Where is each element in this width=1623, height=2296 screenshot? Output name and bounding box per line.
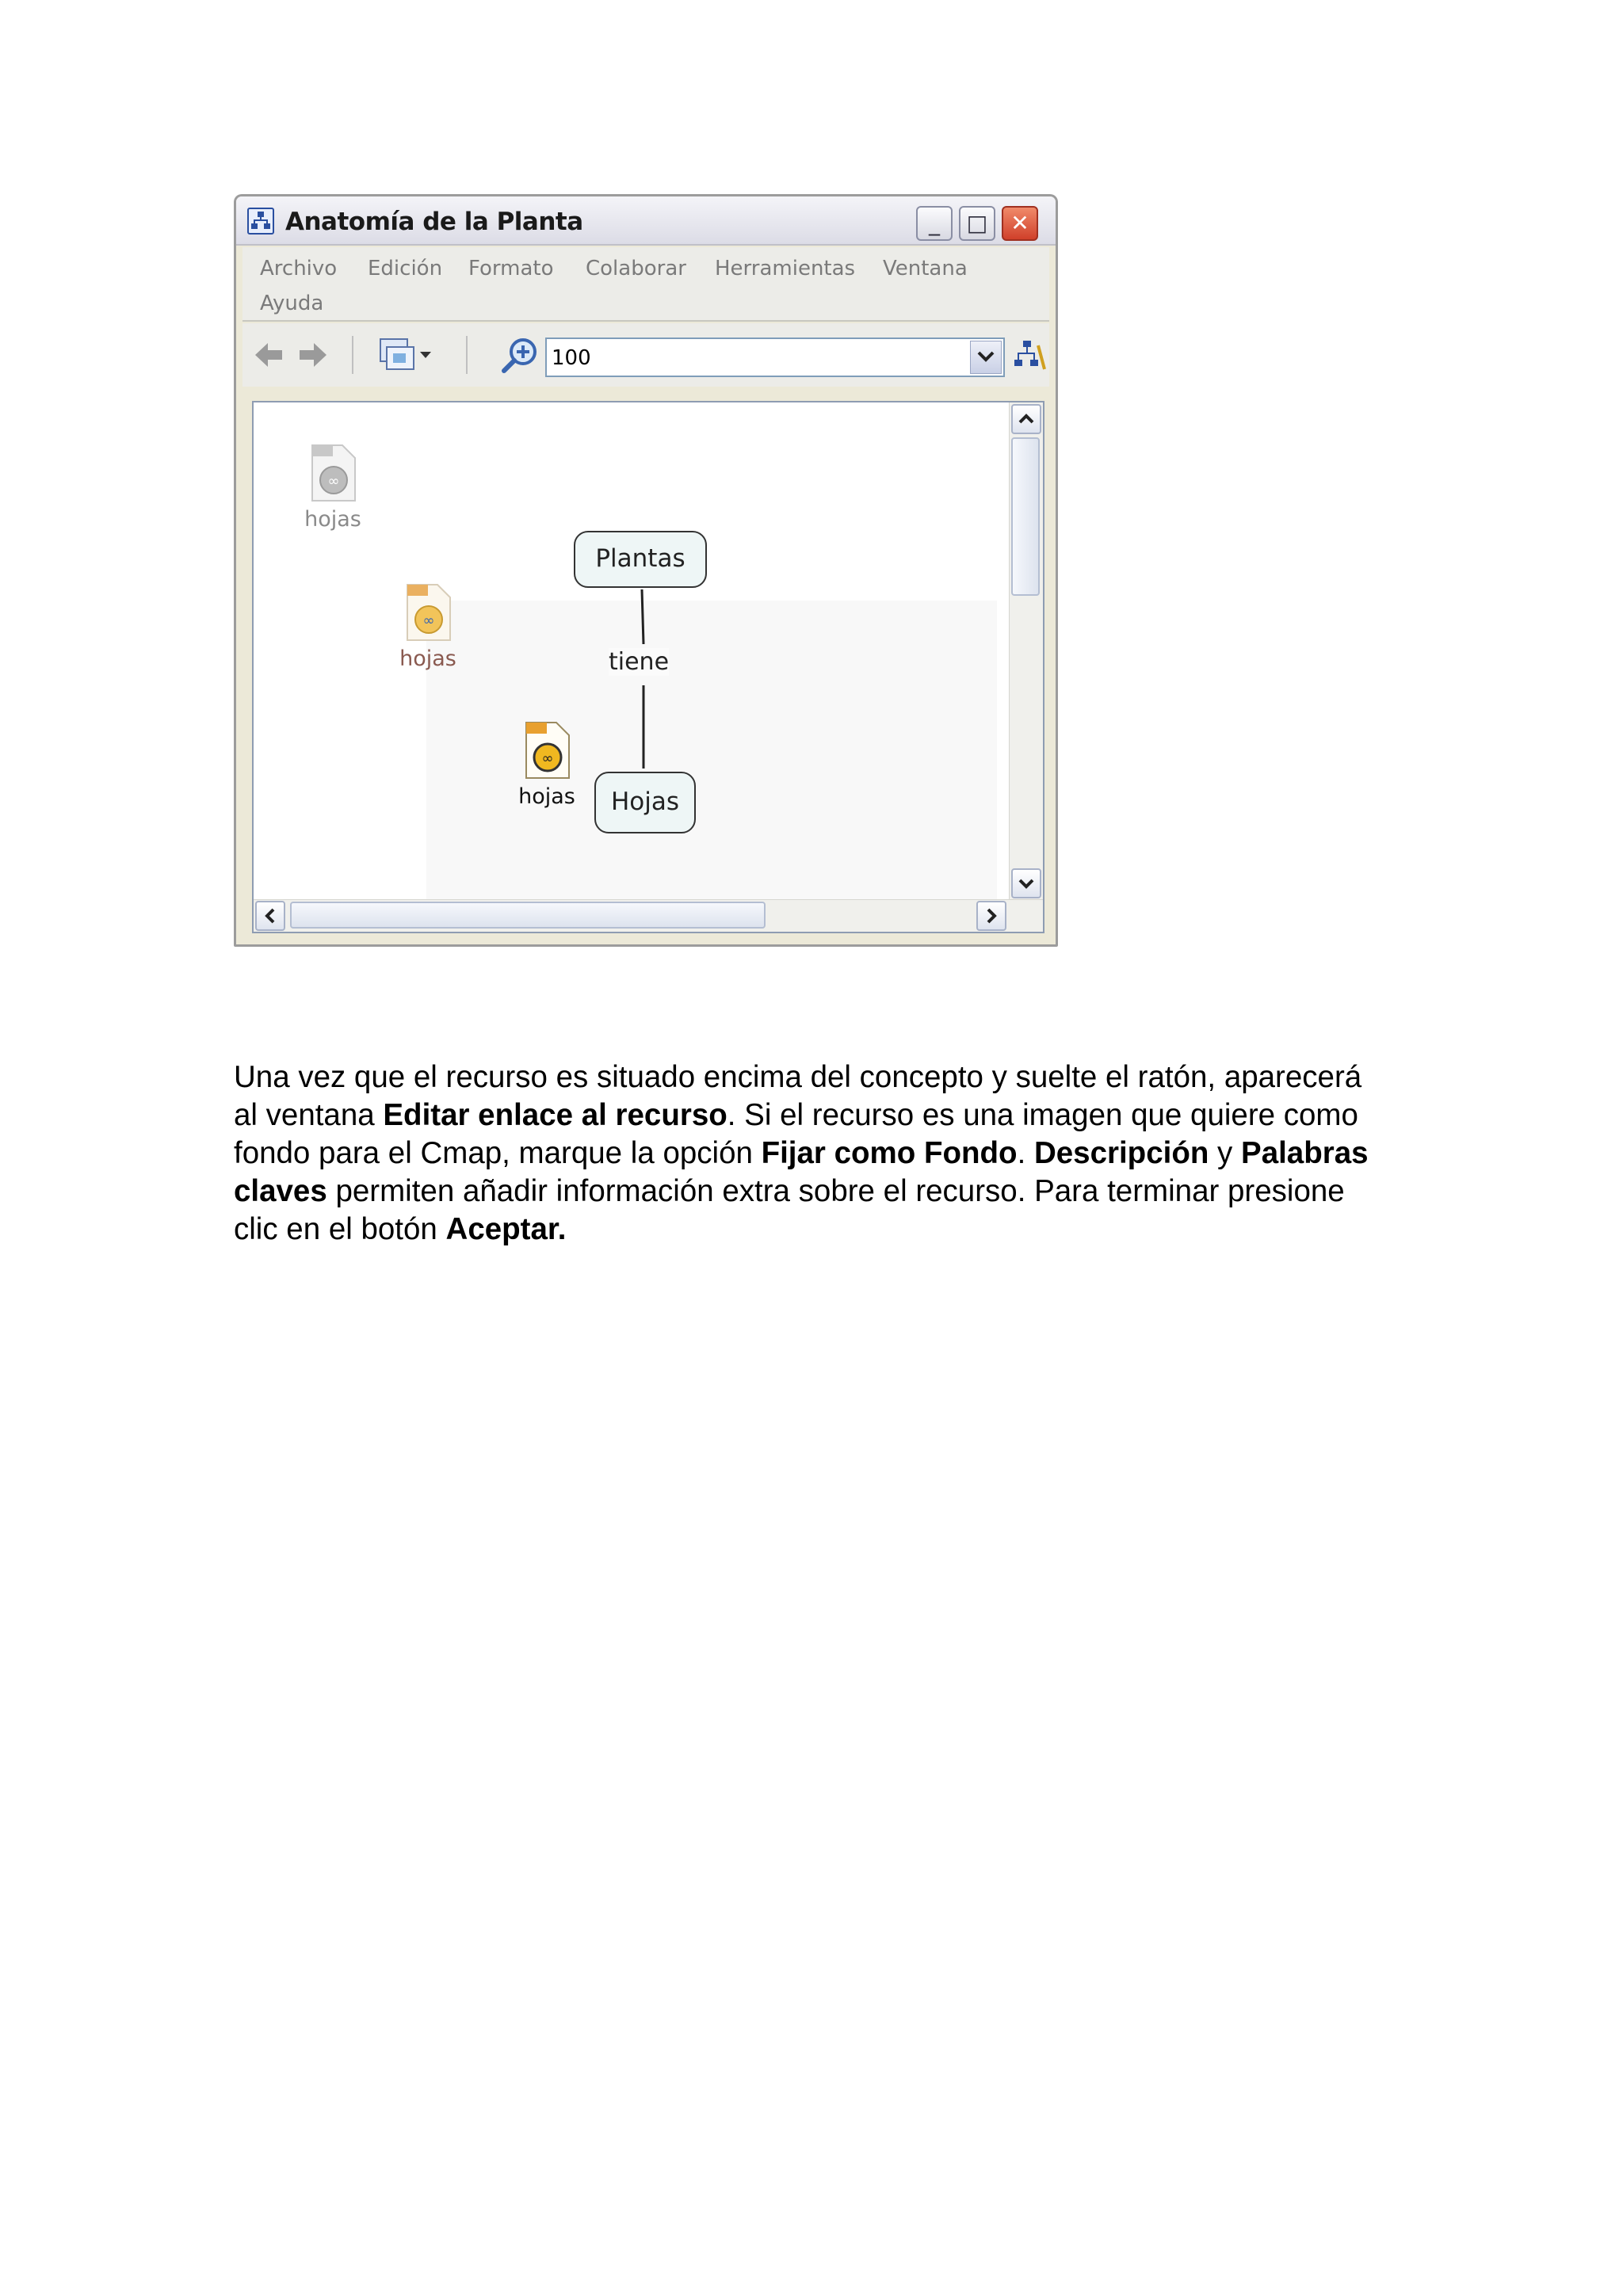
bold-editar-enlace: Editar enlace al recurso [383,1098,727,1132]
scroll-down-button[interactable] [1011,868,1041,898]
chevron-left-icon [257,902,284,929]
scroll-right-button[interactable] [976,901,1006,931]
menu-colaborar[interactable]: Colaborar [586,257,686,280]
title-bar[interactable] [236,196,1056,246]
toolbar [242,323,1049,387]
chevron-up-icon [1013,406,1040,433]
menu-herramientas[interactable]: Herramientas [715,257,856,280]
concept-hojas[interactable]: Hojas [594,772,696,833]
toolbar-separator [466,336,468,374]
vertical-scroll-thumb[interactable] [1011,437,1040,596]
resource-item[interactable] [293,444,372,532]
concept-plantas[interactable]: Plantas [574,531,707,588]
bold-fijar-fondo: Fijar como Fondo [761,1136,1018,1170]
resource-label: hojas [399,646,456,671]
svg-text:∞: ∞ [541,750,554,767]
text-segment: y [1209,1136,1242,1170]
cmap-app-icon [247,208,274,235]
svg-text:∞: ∞ [422,612,435,629]
horizontal-scroll-thumb[interactable] [290,902,766,929]
scroll-left-button[interactable] [255,901,285,931]
menu-ayuda[interactable]: Ayuda [260,292,324,315]
bold-aceptar: Aceptar. [445,1212,567,1246]
forward-arrow-icon[interactable] [298,341,328,369]
jpg-file-icon [309,444,357,502]
close-button[interactable] [1002,206,1038,241]
chevron-down-icon [1013,870,1040,897]
resource-label: hojas [518,784,575,809]
concept-map-canvas[interactable] [252,401,1044,933]
cmap-window [234,194,1058,947]
scroll-up-button[interactable] [1011,404,1041,434]
bold-descripcion: Descripción [1033,1136,1209,1170]
jpg-file-icon [404,583,452,642]
menu-edicion[interactable]: Edición [368,257,443,280]
zoom-dropdown-button[interactable] [970,341,1002,374]
text-segment: . [1017,1136,1034,1170]
view-options-icon[interactable] [379,338,434,372]
text-segment: Una vez que el recurso es situado encima del concepto y suelte el ratón, aparecerá al ventana [234,1060,1362,1132]
resource-item[interactable] [507,721,586,809]
horizontal-scrollbar[interactable] [254,899,1043,932]
text-segment: . Si el recurso es una imagen que quiere como fondo para el Cmap, marque la opción [234,1098,1358,1170]
vertical-scrollbar[interactable] [1009,402,1043,900]
chevron-down-icon [974,341,998,370]
maximize-button[interactable] [959,206,995,241]
menu-bar [242,247,1049,322]
bold-palabras-claves: Palabras claves [234,1136,1369,1208]
zoom-icon[interactable] [501,336,540,376]
link-phrase[interactable]: tiene [609,648,670,676]
jpg-file-icon [523,721,571,780]
close-icon: ✕ [1010,210,1029,236]
toolbar-separator [352,336,353,374]
minimize-icon: _ [929,210,940,236]
back-arrow-icon[interactable] [254,341,284,369]
resource-label: hojas [304,507,361,532]
window-title: Anatomía de la Planta [285,208,583,236]
map-tools-icon[interactable] [1011,338,1048,374]
text-segment: permiten añadir información extra sobre el recurso. Para terminar presione clic en el botón [234,1174,1345,1246]
zoom-value: 100 [552,346,591,370]
resource-item[interactable] [388,583,468,671]
svg-text:∞: ∞ [327,473,340,490]
instruction-paragraph [234,1058,1391,1249]
minimize-button[interactable] [916,206,953,241]
menu-ventana[interactable]: Ventana [883,257,968,280]
menu-archivo[interactable]: Archivo [260,257,338,280]
menu-formato[interactable]: Formato [468,257,554,280]
zoom-combo[interactable] [545,338,1005,377]
chevron-right-icon [978,902,1005,929]
maximize-icon: □ [966,210,988,236]
